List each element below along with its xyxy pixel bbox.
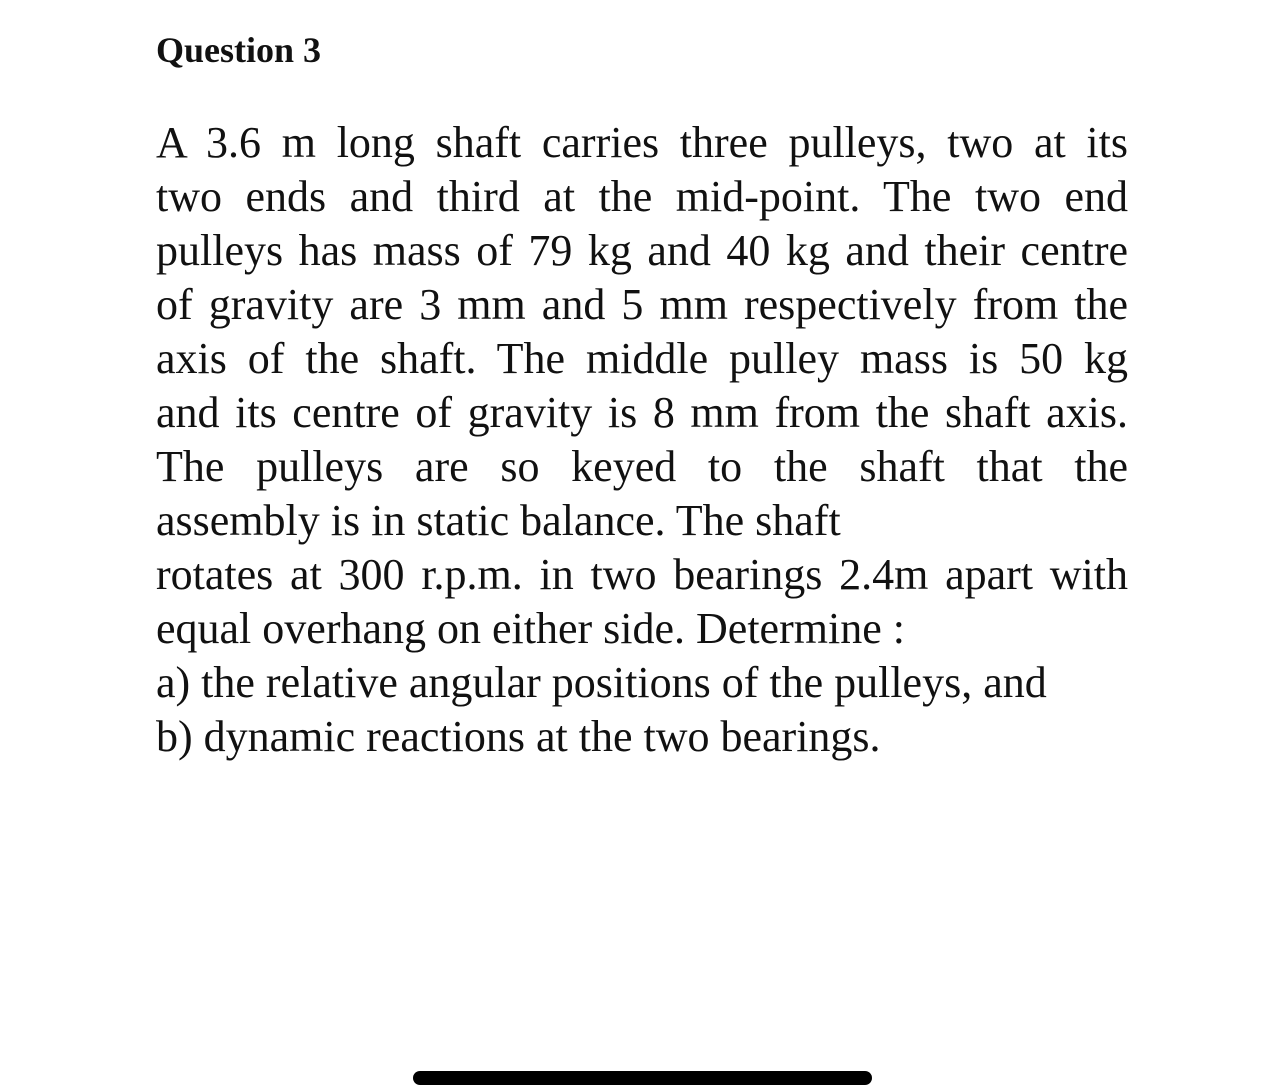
question-line: equal overhang on either side. Determine : — [156, 604, 905, 653]
question-line: A 3.6 m long shaft carries three pulleys, two at its — [156, 118, 1128, 167]
question-line: pulleys has mass of 79 kg and 40 kg and their centre — [156, 226, 1128, 275]
question-body — [156, 116, 1128, 764]
question-title: Question 3 — [156, 30, 322, 70]
question-line: axis of the shaft. The middle pulley mass is 50 kg — [156, 334, 1128, 383]
question-line: The pulleys are so keyed to the shaft that the — [156, 442, 1128, 491]
question-line: two ends and third at the mid-point. The two end — [156, 172, 1128, 221]
question-line: rotates at 300 r.p.m. in two bearings 2.4m apart with — [156, 550, 1128, 599]
question-line: b) dynamic reactions at the two bearings. — [156, 712, 881, 761]
question-line: a) the relative angular positions of the pulleys, and — [156, 658, 1047, 707]
question-line: of gravity are 3 mm and 5 mm respectively from the — [156, 280, 1128, 329]
question-line: and its centre of gravity is 8 mm from the shaft axis. — [156, 388, 1128, 437]
question-line: assembly is in static balance. The shaft — [156, 496, 841, 545]
